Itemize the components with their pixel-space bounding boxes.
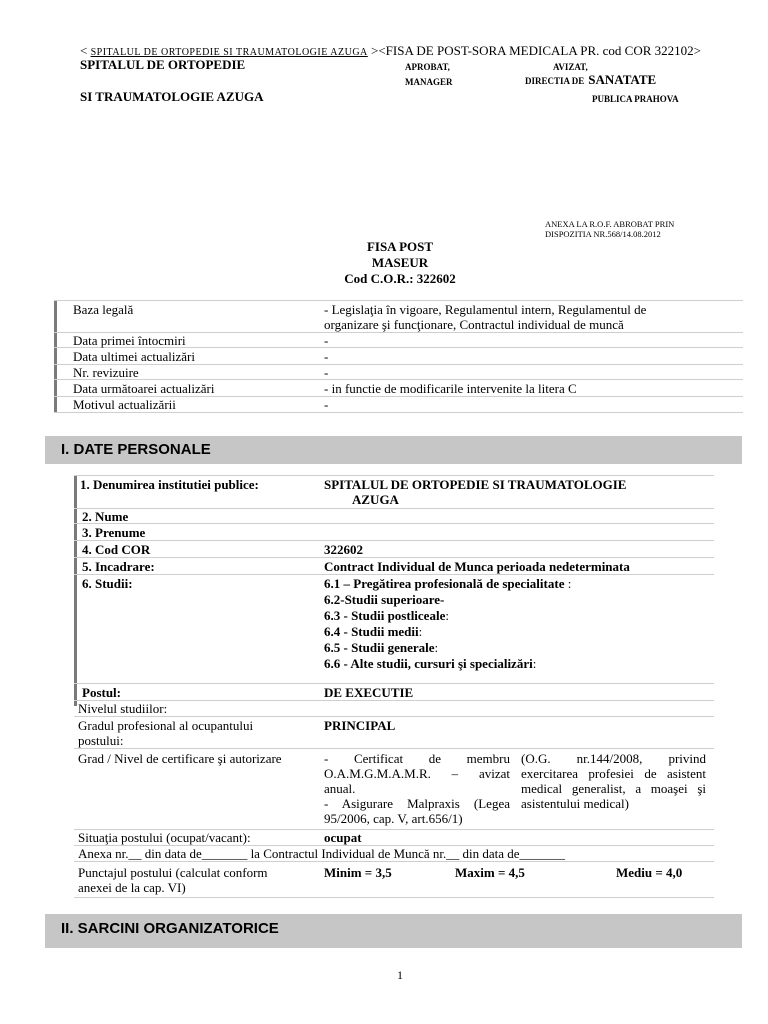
punctaj-maxim: Maxim = 4,5 — [455, 865, 525, 880]
anexa-contract-line: Anexa nr.__ din data de_______ la Contractul Individual de Muncă nr.__ din data de_______ — [78, 846, 566, 861]
section-date-personale — [45, 436, 742, 464]
section-date-personale-title: I. DATE PERSONALE — [61, 441, 211, 458]
meta-label-prima: Data primei întocmiri — [73, 333, 186, 348]
prenume-label: 3. Prenume — [82, 525, 146, 540]
studii-item-suffix: : — [445, 608, 449, 623]
meta-border-top — [54, 300, 743, 301]
top-line-open: < — [80, 43, 91, 58]
gradul-label — [78, 718, 253, 748]
directia-prefix: DIRECTIA DE — [525, 76, 585, 86]
document-title — [300, 239, 500, 287]
meta-value-urmatoarea: - in functie de modificarile intervenite la litera C — [324, 381, 577, 396]
studii-item-title: 6.5 - Studii generale — [324, 640, 435, 655]
personal-border — [74, 508, 714, 509]
anexa-line2: DISPOZITIA NR.568/14.08.2012 — [545, 229, 661, 239]
personal-table-bar — [74, 475, 77, 706]
directia-label — [525, 71, 656, 89]
gradul-label-line2: postului: — [78, 733, 124, 748]
studii-item-suffix: : — [418, 624, 423, 639]
incadrare-value: Contract Individual de Munca perioada nedeterminata — [324, 559, 630, 574]
og-line: asistentului medical) — [521, 796, 629, 811]
situatia-value: ocupat — [324, 830, 362, 845]
section-sarcini-title: II. SARCINI ORGANIZATORICE — [61, 920, 279, 937]
punctaj-minim: Minim = 3,5 — [324, 865, 392, 880]
personal-border-top — [74, 475, 714, 476]
nume-label: 2. Nume — [82, 509, 129, 524]
studii-item — [324, 640, 571, 656]
certificat-line: - Certificat de membru — [324, 751, 510, 766]
denumire-label: 1. Denumirea institutiei publice: — [80, 477, 259, 492]
top-line-hospital: SPITALUL DE ORTOPEDIE SI TRAUMATOLOGIE AZUGA — [90, 47, 368, 58]
studii-item-suffix: : — [564, 576, 572, 591]
studii-item-title: 6.1 – Pregătirea profesională de specialitate — [324, 576, 565, 591]
hospital-name-line1: SPITALUL DE ORTOPEDIE — [80, 57, 246, 72]
postul-value: DE EXECUTIE — [324, 685, 414, 700]
meta-value-prima: - — [324, 333, 329, 348]
denumire-value-line1: SPITALUL DE ORTOPEDIE SI TRAUMATOLOGIE — [324, 477, 627, 492]
aprobat-label: APROBAT, — [405, 62, 450, 72]
studii-item-suffix: : — [434, 640, 439, 655]
studii-list — [324, 576, 571, 672]
certificat-line: 95/2006, cap. V, art.656/1) — [324, 811, 463, 826]
studii-item — [324, 624, 571, 640]
title-line1: FISA POST — [366, 239, 434, 254]
punctaj-label-line1: Punctajul postului (calculat conform — [78, 865, 268, 880]
meta-value-baza — [324, 302, 646, 332]
certificat-line: - Asigurare Malpraxis (Legea — [324, 796, 510, 811]
meta-label-motivul: Motivul actualizării — [73, 397, 176, 412]
certificat-line: anual. — [324, 781, 356, 796]
og-line: exercitarea profesiei de asistent — [521, 766, 706, 781]
og-line: (O.G. nr.144/2008, privind — [521, 751, 706, 766]
hospital-name-line2: SI TRAUMATOLOGIE AZUGA — [80, 89, 264, 104]
studii-item — [324, 576, 571, 592]
grad-nivel-label: Grad / Nivel de certificare şi autorizare — [78, 751, 282, 766]
nivel-studii-label: Nivelul studiilor: — [78, 701, 168, 716]
gradul-label-line1: Gradul profesional al ocupantului — [78, 718, 254, 733]
studii-item — [324, 608, 571, 624]
post-border — [74, 716, 714, 717]
meta-border — [54, 379, 743, 380]
post-border — [74, 748, 714, 749]
punctaj-mediu: Mediu = 4,0 — [616, 865, 683, 880]
og-reference-text — [521, 751, 706, 811]
incadrare-label: 5. Incadrare: — [82, 559, 155, 574]
meta-label-revizuire: Nr. revizuire — [73, 365, 139, 380]
anexa-note — [545, 219, 674, 239]
title-line3: Cod C.O.R.: 322602 — [344, 271, 456, 286]
studii-item-title: 6.4 - Studii medii — [324, 624, 419, 639]
studii-item-title: 6.3 - Studii postliceale — [324, 608, 446, 623]
studii-item-title: 6.6 - Alte studii, cursuri şi specializări — [324, 656, 533, 671]
directia-sanatate: SANATATE — [588, 72, 657, 87]
punctaj-label-line2: anexei de la cap. VI) — [78, 880, 186, 895]
top-line-rest: ><FISA DE POST-SORA MEDICALA PR. cod COR 322102> — [367, 43, 701, 58]
meta-value-revizuire: - — [324, 365, 329, 380]
studii-label: 6. Studii: — [82, 576, 133, 591]
meta-value-ultima: - — [324, 349, 329, 364]
meta-label-baza: Baza legală — [73, 302, 134, 317]
page-number: 1 — [397, 968, 403, 982]
personal-border — [74, 540, 714, 541]
certificat-text — [324, 751, 510, 826]
postul-label: Postul: — [82, 685, 121, 700]
punctaj-label — [78, 865, 268, 895]
meta-label-urmatoarea: Data următoarei actualizări — [73, 381, 215, 396]
cod-cor-label: 4. Cod COR — [82, 542, 151, 557]
post-border — [74, 700, 714, 701]
manager-label: MANAGER — [405, 77, 453, 87]
cod-cor-value: 322602 — [324, 542, 363, 557]
meta-label-ultima: Data ultimei actualizări — [73, 349, 195, 364]
personal-border — [74, 557, 714, 558]
og-line: medical generalist, a moaşei şi — [521, 781, 706, 796]
studii-item-title: 6.2-Studii superioare- — [324, 592, 445, 607]
post-border-bottom — [74, 897, 714, 898]
title-line2: MASEUR — [371, 255, 429, 270]
situatia-label: Situaţia postului (ocupat/vacant): — [78, 830, 251, 845]
gradul-value: PRINCIPAL — [324, 718, 396, 733]
denumire-value-line2: AZUGA — [352, 492, 399, 507]
meta-value-baza-line1: - Legislaţia în vigoare, Regulamentul intern, Regulamentul de — [324, 302, 647, 317]
publica-label: PUBLICA PRAHOVA — [592, 94, 679, 104]
studii-item — [324, 656, 571, 672]
meta-value-baza-line2: organizare şi funcţionare, Contractul individual de muncă — [324, 317, 624, 332]
section-sarcini-organizatorice — [45, 914, 742, 948]
studii-item — [324, 592, 571, 608]
personal-border — [74, 683, 714, 684]
personal-border — [74, 523, 714, 524]
certificat-line: O.A.M.G.M.A.M.R. – avizat — [324, 766, 510, 781]
meta-value-motivul: - — [324, 397, 329, 412]
anexa-line1: ANEXA LA R.O.F. ABROBAT PRIN — [545, 219, 675, 229]
studii-item-suffix: : — [532, 656, 537, 671]
avizat-label: AVIZAT, — [553, 62, 588, 72]
